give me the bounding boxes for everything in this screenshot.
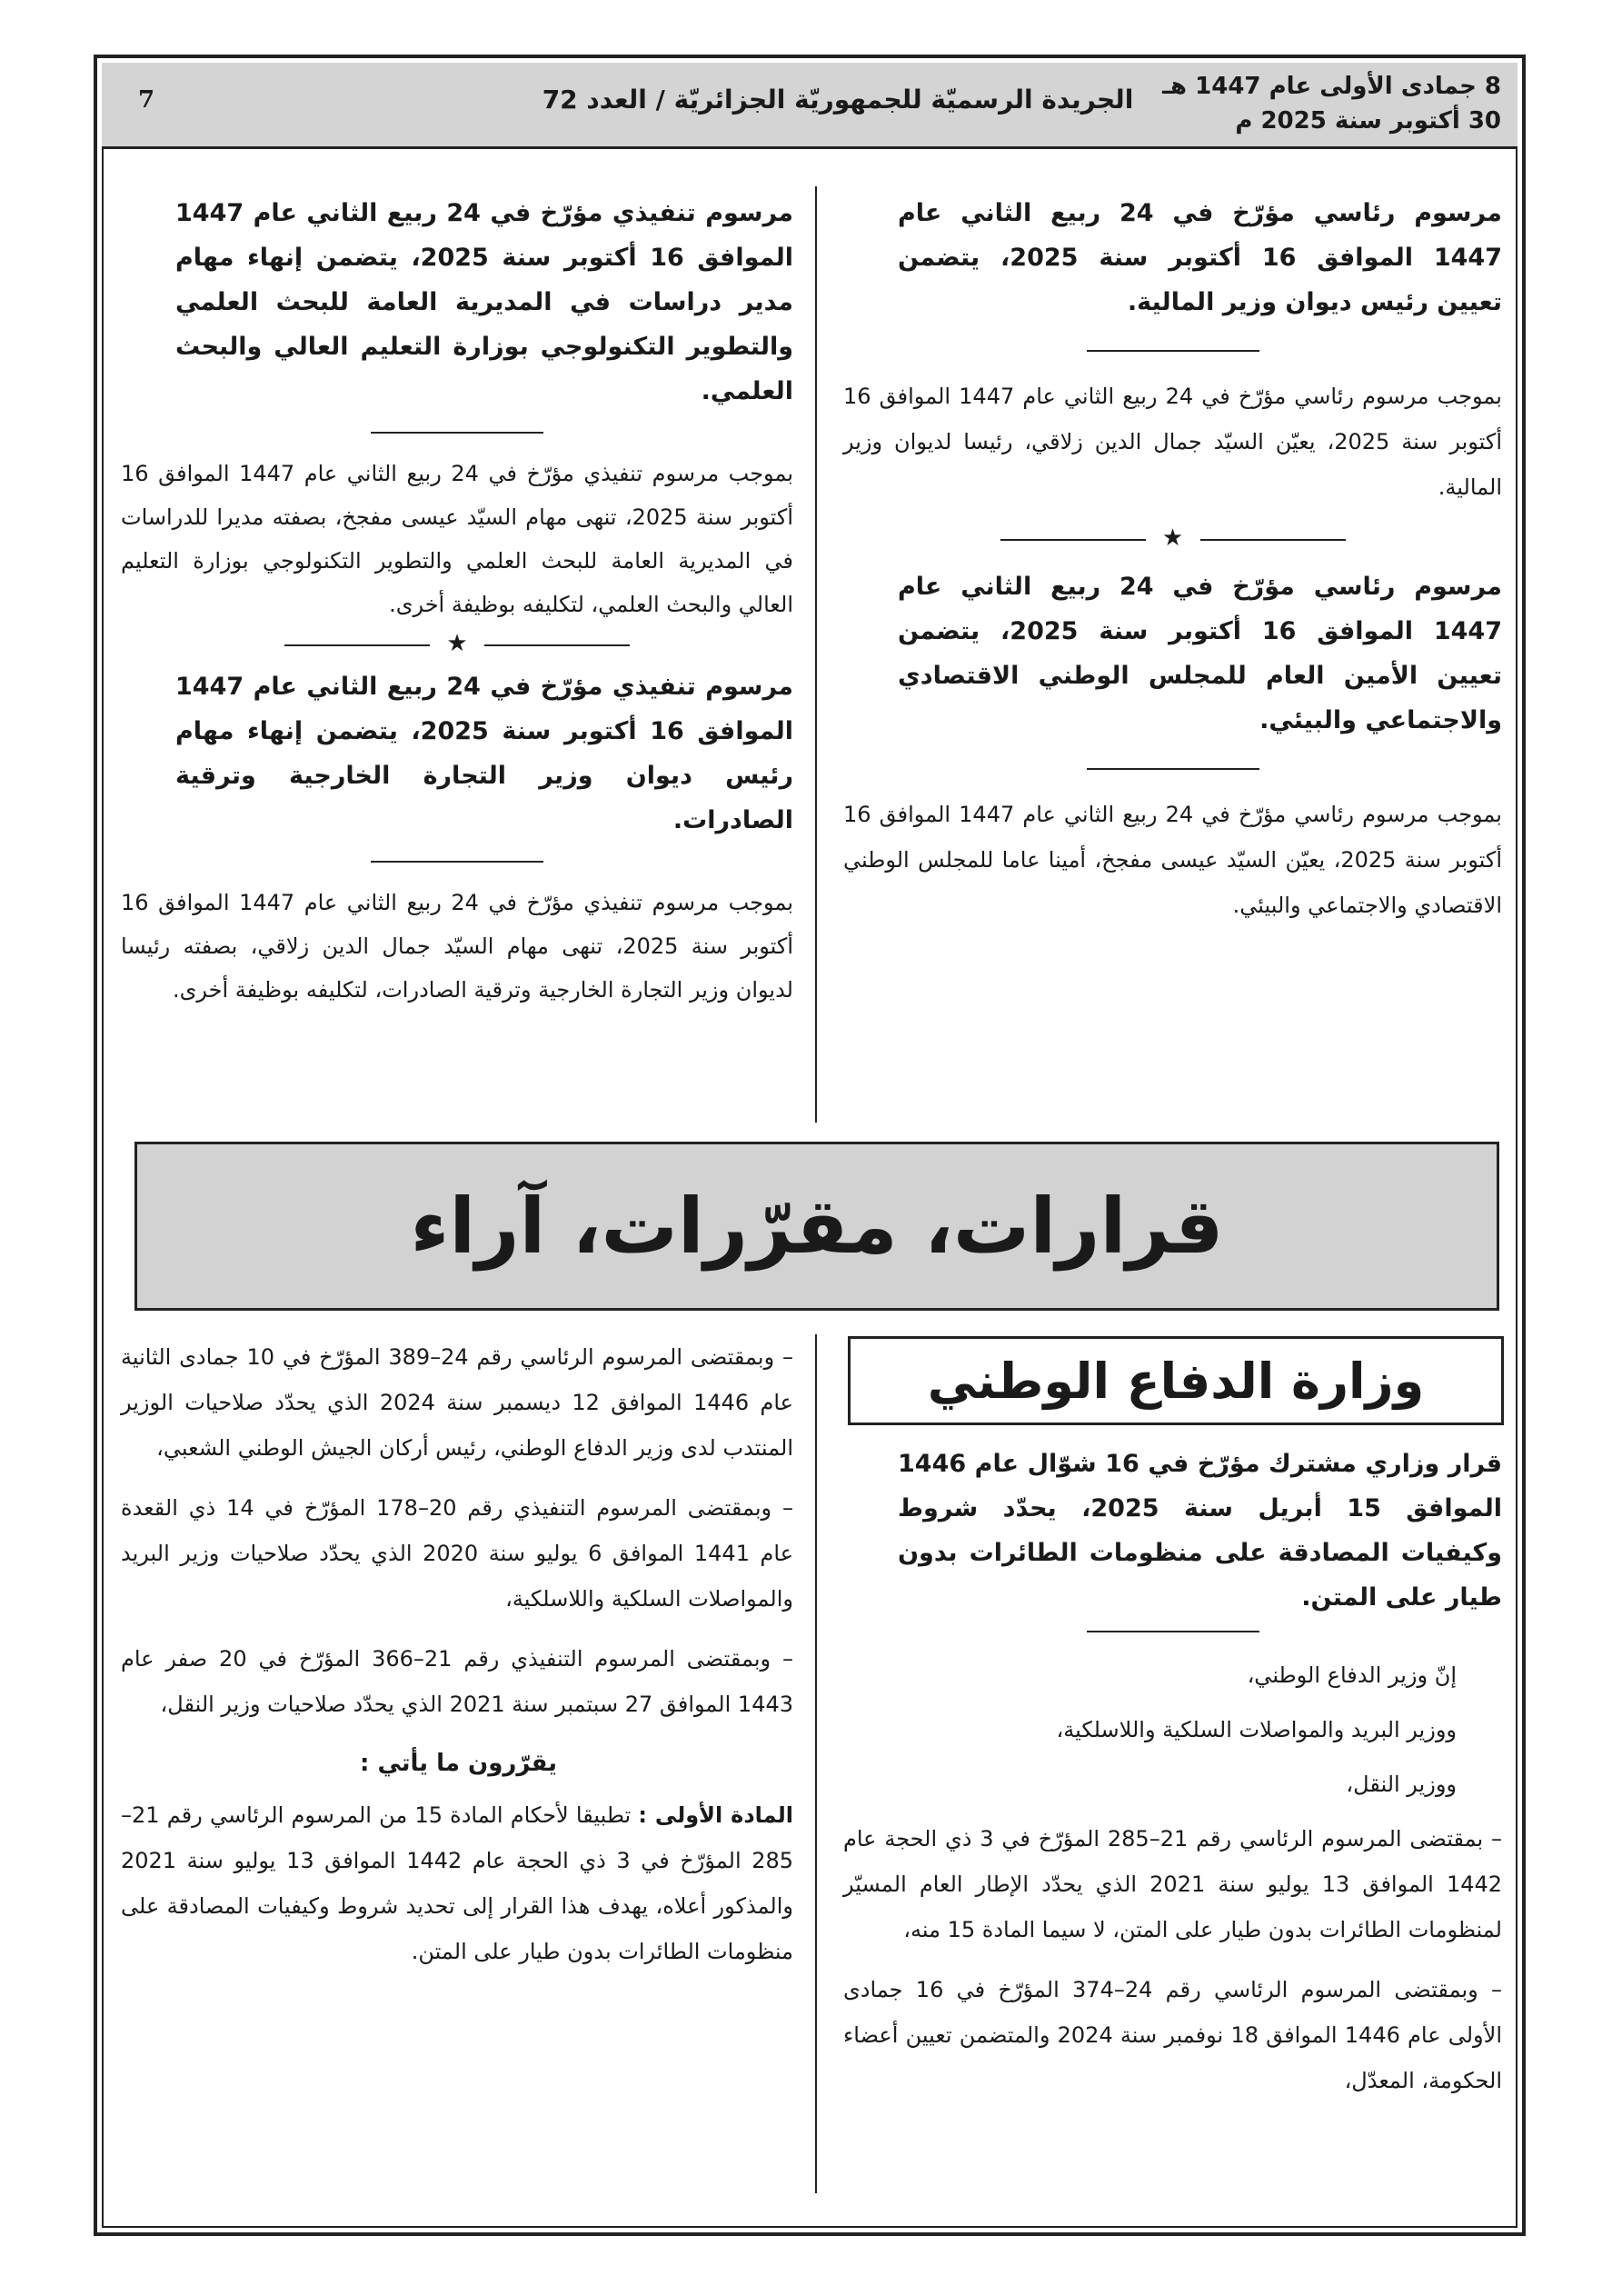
decree-title: مرسوم رئاسي مؤرّخ في 24 ربيع الثاني عام 1447 الموافق 16 أكتوبر سنة 2025، يتضمن تعيين رئيس ديوان وزير المالية. [898, 199, 1502, 316]
decree-body: بموجب مرسوم تنفيذي مؤرّخ في 24 ربيع الثاني عام 1447 الموافق 16 أكتوبر سنة 2025، تنهى مهام السيّد جمال الدين زلاقي، بصفته رئيسا لديوان وزير التجارة الخارجية وترقية الصادرات، لتكليفه بوظيفة أخرى. [121, 890, 794, 1003]
ministry-name: وزارة الدفاع الوطني [927, 1352, 1425, 1410]
decree-title: مرسوم تنفيذي مؤرّخ في 24 ربيع الثاني عام 1447 الموافق 16 أكتوبر سنة 2025، يتضمن إنهاء مهام رئيس ديوان وزير التجارة الخارجية وترقية الصادرات. [175, 673, 794, 834]
separator-line [371, 432, 543, 434]
star-separator [1000, 526, 1346, 554]
date-gregorian: 30 أكتوبر سنة 2025 م [1235, 106, 1501, 135]
left-column-top [121, 191, 793, 1012]
intro-line: ووزير البريد والمواصلات السلكية واللاسلكية، [1056, 1717, 1457, 1742]
star-icon: ★ [1161, 524, 1184, 552]
section-banner-title: قرارات، مقرّرات، آراء [410, 1182, 1224, 1271]
article-label: المادة الأولى : [638, 1802, 793, 1828]
separator-line [1087, 768, 1259, 770]
separator-line [371, 861, 543, 863]
legal-reference: – وبمقتضى المرسوم الرئاسي رقم 24–389 المؤرّخ في 10 جمادى الثانية عام 1446 الموافق 12 ديسمبر سنة 2024 الذي يحدّد صلاحيات الوزير المنتدب لدى وزير الدفاع الوطني، رئيس أركان الجيش الوطني الشعبي، [121, 1344, 793, 1461]
issue-date [1162, 70, 1501, 138]
separator-line [1087, 350, 1259, 352]
legal-reference: – بمقتضى المرسوم الرئاسي رقم 21–285 المؤرّخ في 3 ذي الحجة عام 1442 الموافق 13 يوليو سنة 2021 الذي يحدّد الإطار العام المسيّر لمنظومات الطائرات بدون طيار على المتن، لا سيما المادة 15 منه، [843, 1826, 1503, 1942]
decision-title: قرار وزاري مشترك مؤرّخ في 16 شوّال عام 1446 الموافق 15 أبريل سنة 2025، يحدّد شروط وكيفيات المصادقة على منظومات الطائرات بدون طيار على المتن. [898, 1450, 1503, 1612]
separator-line [1087, 1631, 1259, 1632]
column-divider-top [815, 186, 817, 1123]
page-number: 7 [138, 86, 155, 114]
left-column-bottom [121, 1334, 793, 1989]
ministry-header [848, 1336, 1504, 1425]
legal-reference: – وبمقتضى المرسوم التنفيذي رقم 20–178 المؤرّخ في 14 ذي القعدة عام 1441 الموافق 6 يوليو سنة 2020 الذي يحدّد صلاحيات وزير البريد والمواصلات السلكية واللاسلكية، [121, 1495, 794, 1612]
decree-title: مرسوم تنفيذي مؤرّخ في 24 ربيع الثاني عام 1447 الموافق 16 أكتوبر سنة 2025، يتضمن إنهاء مهام مدير دراسات في المديرية العامة للبحث العلمي والتطوير التكنولوجي بوزارة التعليم العالي والبحث العلمي. [175, 199, 794, 405]
section-banner [134, 1142, 1499, 1311]
decree-title: مرسوم رئاسي مؤرّخ في 24 ربيع الثاني عام 1447 الموافق 16 أكتوبر سنة 2025، يتضمن تعيين الأمين العام للمجلس الوطني الاقتصادي والاجتماعي والبيئي. [898, 573, 1502, 734]
decision-clause: يقرّرون ما يأتي : [360, 1750, 557, 1777]
page-header [102, 63, 1518, 149]
right-column-bottom [843, 1442, 1502, 2118]
right-column-top [843, 191, 1502, 928]
column-divider-bottom [815, 1334, 817, 2193]
article-text: تطبيقا لأحكام المادة 15 من المرسوم الرئاسي رقم 21–285 المؤرّخ في 3 ذي الحجة عام 1442 الموافق 13 يوليو سنة 2021 والمذكور أعلاه، يهدف هذا القرار إلى تحديد شروط وكيفيات المصادقة على منظومات الطائرات بدون طيار على المتن. [121, 1802, 794, 1964]
intro-line: إنّ وزير الدفاع الوطني، [1247, 1662, 1457, 1688]
article-one [121, 1792, 793, 1974]
intro-line: ووزير النقل، [1346, 1772, 1457, 1797]
star-icon: ★ [446, 630, 468, 657]
date-hijri: 8 جمادى الأولى عام 1447 هـ [1162, 73, 1501, 100]
legal-reference: – وبمقتضى المرسوم التنفيذي رقم 21–366 المؤرّخ في 20 صفر عام 1443 الموافق 27 سبتمبر سنة 2021 الذي يحدّد صلاحيات وزير النقل، [121, 1646, 793, 1717]
star-separator [284, 632, 630, 659]
decree-body: بموجب مرسوم رئاسي مؤرّخ في 24 ربيع الثاني عام 1447 الموافق 16 أكتوبر سنة 2025، يعيّن السيّد عيسى مفجخ، أمينا عاما للمجلس الوطني الاقتصادي والاجتماعي والبيئي. [843, 802, 1502, 918]
gazette-title: الجريدة الرسميّة للجمهوريّة الجزائريّة / العدد 72 [542, 85, 1134, 115]
legal-reference: – وبمقتضى المرسوم الرئاسي رقم 24–374 المؤرّخ في 16 جمادى الأولى عام 1446 الموافق 18 نوفمبر سنة 2024 والمتضمن تعيين أعضاء الحكومة، المعدّل، [843, 1977, 1503, 2093]
decree-body: بموجب مرسوم تنفيذي مؤرّخ في 24 ربيع الثاني عام 1447 الموافق 16 أكتوبر سنة 2025، تنهى مهام السيّد عيسى مفجخ، بصفته مديرا للدراسات في المديرية العامة للبحث العلمي والتطوير التكنولوجي بوزارة التعليم العالي والبحث العلمي، لتكليفه بوظيفة أخرى. [121, 461, 794, 617]
decree-body: بموجب مرسوم رئاسي مؤرّخ في 24 ربيع الثاني عام 1447 الموافق 16 أكتوبر سنة 2025، يعيّن السيّد جمال الدين زلاقي، رئيسا لديوان وزير المالية. [843, 384, 1502, 500]
